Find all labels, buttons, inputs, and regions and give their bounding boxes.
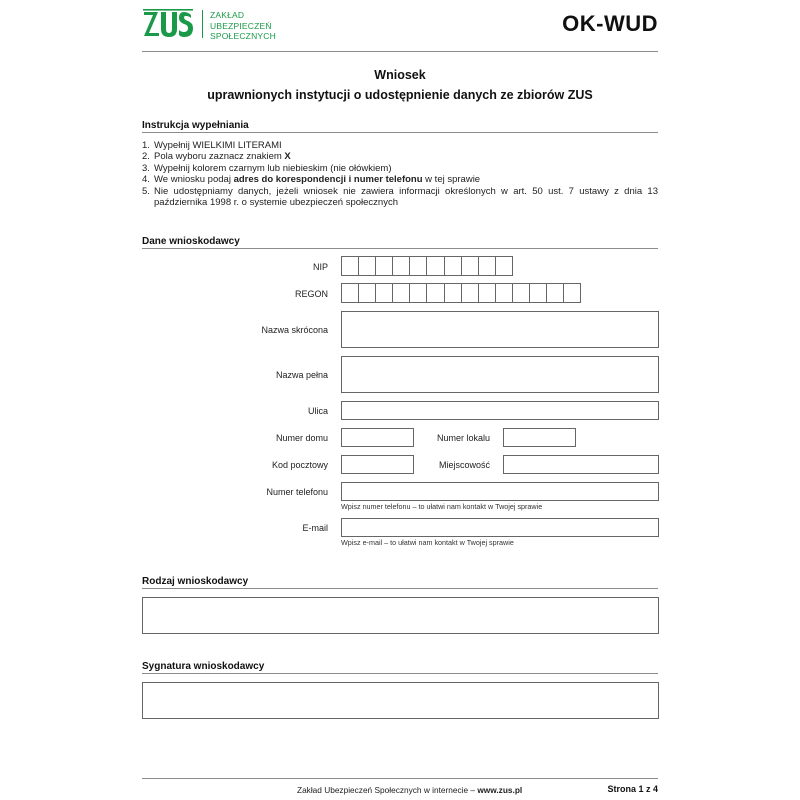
regon-digit-cell[interactable]	[358, 283, 376, 303]
regon-digit-cell[interactable]	[341, 283, 359, 303]
phone-label: Numer telefonu	[266, 487, 328, 497]
instructions-list	[142, 140, 658, 208]
nip-digit-cell[interactable]	[426, 256, 444, 276]
street-label: Ulica	[307, 406, 328, 416]
postal-code-field[interactable]	[341, 455, 414, 474]
flat-no-field[interactable]	[503, 428, 576, 447]
regon-digit-cell[interactable]	[409, 283, 427, 303]
form-subtitle: uprawnionych instytucji o udostępnienie danych ze zbiorów ZUS	[207, 88, 593, 102]
applicant-rule	[142, 248, 658, 249]
logo-wordmark: ZAKŁAD UBEZPIECZEŃ SPOŁECZNYCH	[210, 10, 276, 41]
header-rule	[142, 51, 658, 52]
phone-field[interactable]	[341, 482, 659, 501]
applicant-type-rule	[142, 588, 658, 589]
regon-label: REGON	[294, 289, 328, 299]
regon-digit-cell[interactable]	[444, 283, 462, 303]
nip-digit-cell[interactable]	[495, 256, 513, 276]
logo-separator	[202, 10, 203, 38]
instruction-item: 4. We wniosku podaj adres do korespondencji i numer telefonu w tej sprawie	[142, 174, 481, 186]
footer-rule	[142, 778, 658, 779]
flat-no-label: Numer lokalu	[437, 433, 491, 443]
applicant-type-field[interactable]	[142, 597, 659, 634]
nip-digit-cell[interactable]	[341, 256, 359, 276]
regon-input[interactable]	[341, 283, 580, 303]
nip-digit-cell[interactable]	[392, 256, 410, 276]
house-no-label: Numer domu	[275, 433, 328, 443]
nip-digit-cell[interactable]	[358, 256, 376, 276]
signature-heading: Sygnatura wnioskodawcy	[142, 661, 265, 672]
nip-digit-cell[interactable]	[375, 256, 393, 276]
email-hint: Wpisz e-mail – to ułatwi nam kontakt w Twojej sprawie	[341, 538, 514, 547]
instructions-rule	[142, 132, 658, 133]
email-label: E-mail	[302, 523, 328, 533]
page-number: Strona 1 z 4	[607, 784, 658, 794]
regon-digit-cell[interactable]	[512, 283, 530, 303]
instruction-item: 2. Pola wyboru zaznacz znakiem X	[142, 151, 291, 163]
regon-digit-cell[interactable]	[478, 283, 496, 303]
regon-digit-cell[interactable]	[375, 283, 393, 303]
email-field[interactable]	[341, 518, 659, 537]
city-field[interactable]	[503, 455, 659, 474]
house-no-field[interactable]	[341, 428, 414, 447]
nip-digit-cell[interactable]	[409, 256, 427, 276]
applicant-heading: Dane wnioskodawcy	[142, 236, 240, 247]
regon-digit-cell[interactable]	[426, 283, 444, 303]
nip-label: NIP	[312, 262, 328, 272]
nip-digit-cell[interactable]	[478, 256, 496, 276]
nip-input[interactable]	[341, 256, 512, 276]
postal-code-label: Kod pocztowy	[271, 460, 328, 470]
instruction-item: 5. Nie udostępniamy danych, jeżeli wniosek nie zawiera informacji określonych w art. 50 ust. 7 ustawy z dnia 13 października 1998 r. o systemie ubezpieczeń społecznych	[142, 185, 658, 209]
signature-field[interactable]	[142, 682, 659, 719]
footer-link[interactable]: www.zus.pl	[477, 785, 523, 795]
instructions-heading: Instrukcja wypełniania	[142, 120, 249, 131]
nip-digit-cell[interactable]	[461, 256, 479, 276]
form-title: Wniosek	[374, 68, 426, 82]
phone-hint: Wpisz numer telefonu – to ułatwi nam kontakt w Twojej sprawie	[341, 502, 543, 511]
regon-digit-cell[interactable]	[461, 283, 479, 303]
regon-digit-cell[interactable]	[529, 283, 547, 303]
nip-digit-cell[interactable]	[444, 256, 462, 276]
regon-digit-cell[interactable]	[546, 283, 564, 303]
instruction-item: 1. Wypełnij WIELKIMI LITERAMI	[142, 140, 282, 151]
regon-digit-cell[interactable]	[563, 283, 581, 303]
short-name-label: Nazwa skrócona	[261, 325, 328, 335]
instruction-item: 3. Wypełnij kolorem czarnym lub niebieskim (nie ołówkiem)	[142, 162, 392, 174]
zus-logo-icon	[143, 9, 193, 39]
full-name-label: Nazwa pełna	[275, 370, 328, 380]
short-name-field[interactable]	[341, 311, 659, 348]
full-name-field[interactable]	[341, 356, 659, 393]
street-field[interactable]	[341, 401, 659, 420]
footer-text: Zakład Ubezpieczeń Społecznych w internecie – www.zus.pl	[297, 785, 523, 795]
form-code: OK-WUD	[562, 11, 658, 36]
city-label: Miejscowość	[439, 460, 491, 470]
applicant-type-heading: Rodzaj wnioskodawcy	[142, 576, 249, 587]
regon-digit-cell[interactable]	[495, 283, 513, 303]
signature-rule	[142, 673, 658, 674]
regon-digit-cell[interactable]	[392, 283, 410, 303]
